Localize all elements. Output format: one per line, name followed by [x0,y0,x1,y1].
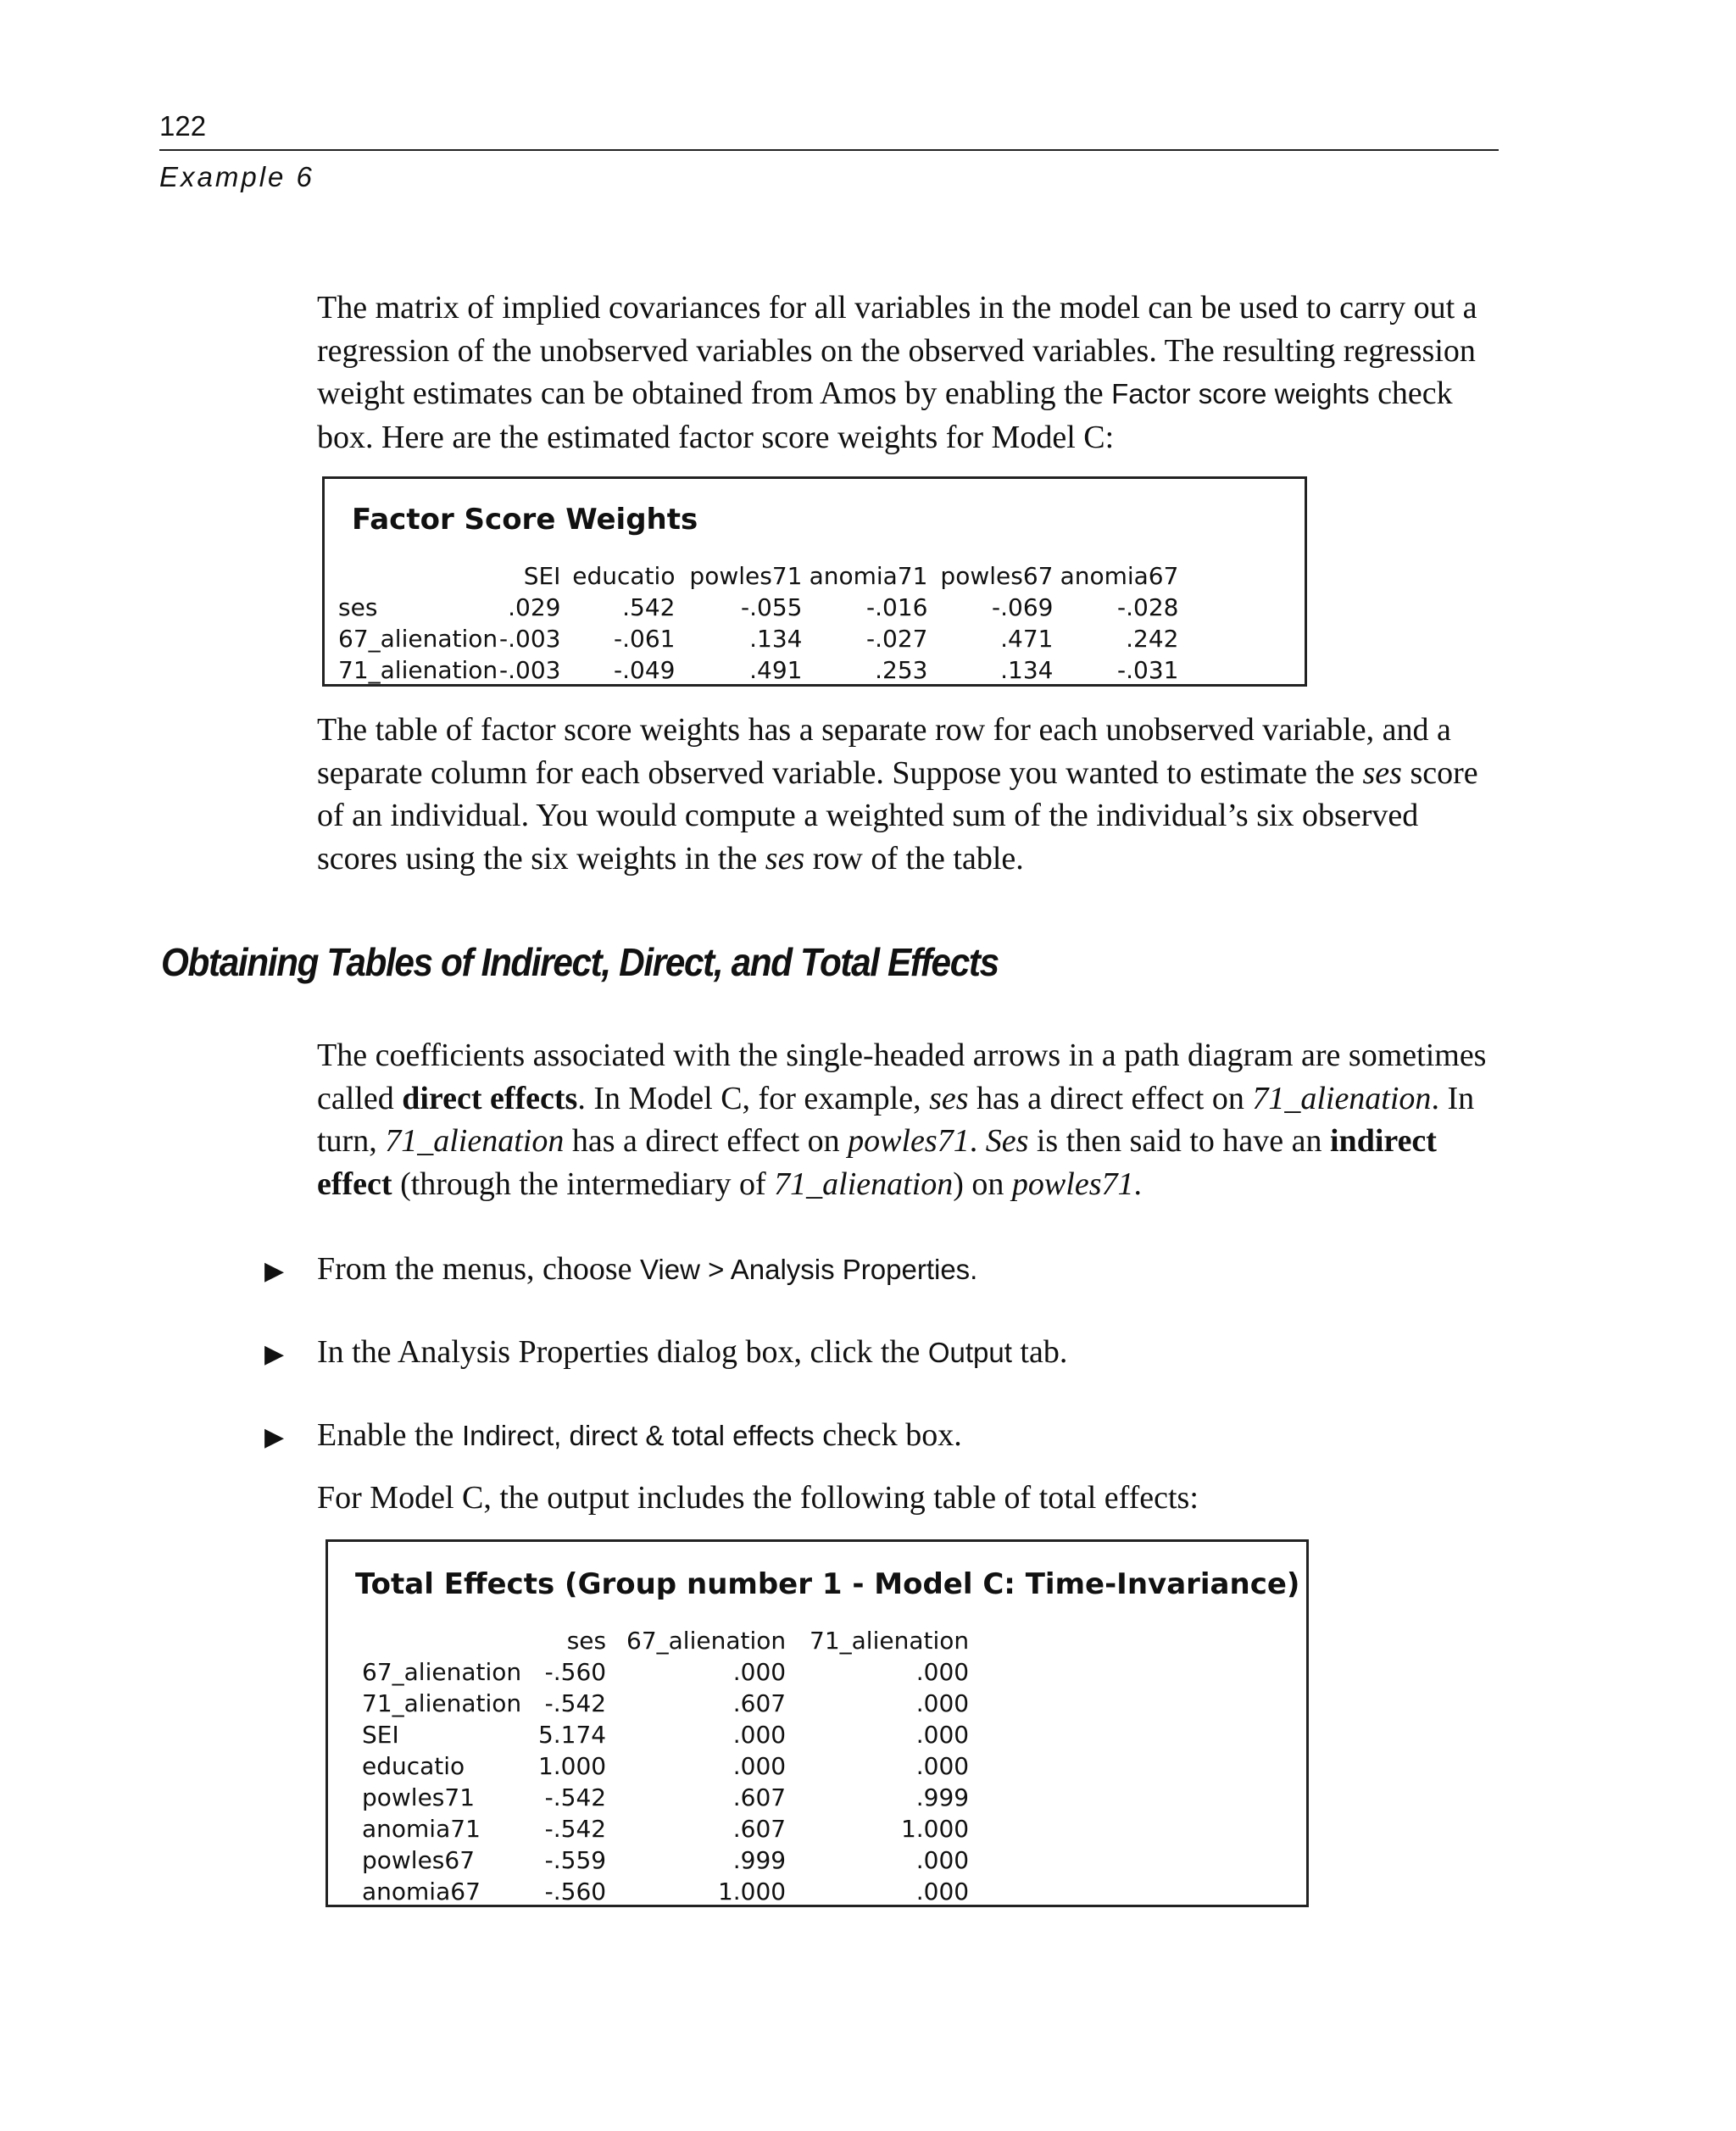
header-cell [338,560,499,592]
table-cell: .134 [1000,656,1054,684]
table-cell: -.542 [544,1815,607,1843]
running-head: Example 6 [159,161,314,192]
table-cell: .000 [732,1658,787,1686]
term-bold: direct effects [402,1080,578,1116]
ui-label-menu-path: View > Analysis Properties. [640,1254,978,1285]
bullet-arrow-icon: ▶ [264,1423,285,1451]
table-cell: -.016 [866,593,928,621]
row-label: powles71 [362,1783,476,1811]
table-cell: -.055 [741,593,803,621]
para-text: The coefficients associated with the single-headed arrows in a path diagram are sometimes called [317,1038,1487,1116]
variable-name: powles71 [848,1123,970,1159]
step-bullet-output-tab [264,1331,1502,1376]
step-text: In the Analysis Properties dialog box, click the [317,1334,928,1370]
table-row [338,623,1178,654]
table-cell: .542 [622,593,676,621]
ui-label-output-tab: Output [927,1337,1012,1368]
table-cell: .000 [915,1878,970,1906]
variable-name: 71_alienation [774,1166,954,1202]
table-cell: -.003 [499,625,561,653]
paragraph-direct-effects [317,1034,1504,1205]
para-text: . [1133,1166,1142,1202]
table-cell: .000 [732,1752,787,1780]
column-header: 71_alienation [810,1627,970,1655]
table-cell: .000 [915,1846,970,1874]
table-cell: -.031 [1117,656,1179,684]
table-cell: -.003 [499,656,561,684]
ui-label-factor-score-weights: Factor score weights [1111,378,1370,409]
total-effects-table [362,1625,969,1907]
table-cell: .999 [732,1846,787,1874]
table-cell: .607 [732,1815,787,1843]
column-header: powles71 [689,562,803,590]
table-row [362,1656,969,1688]
table-cell: .471 [1000,625,1054,653]
column-header: ses [566,1627,607,1655]
table-cell: .491 [749,656,803,684]
column-header: 67_alienation [626,1627,787,1655]
output-title: Total Effects (Group number 1 - Model C: Time-Invariance) [355,1567,1300,1601]
table-row [362,1719,969,1750]
para-text: is then said to have an [1028,1123,1330,1159]
bullet-arrow-icon: ▶ [264,1340,285,1368]
table-cell: -.560 [544,1658,607,1686]
table-cell: .607 [732,1689,787,1717]
row-label: powles67 [362,1846,476,1874]
bullet-arrow-icon: ▶ [264,1257,285,1285]
variable-name: powles71 [1011,1166,1134,1202]
para-text: . In Model C, for example, [577,1080,930,1116]
table-cell: 1.000 [717,1878,787,1906]
para-text: row of the table. [804,840,1024,876]
variable-name: Ses [985,1123,1029,1159]
header-cell [362,1625,521,1656]
paragraph-total-effects-intro: For Model C, the output includes the following table of total effects: [317,1480,1199,1516]
table-cell: -.559 [544,1846,607,1874]
step-bullet-choose-menu [264,1248,1502,1293]
column-header: SEI [523,562,561,590]
row-label: anomia71 [362,1815,481,1843]
table-row [362,1750,969,1782]
para-text: (through the intermediary of [392,1166,775,1202]
table-cell: -.027 [866,625,928,653]
table-cell: .000 [732,1721,787,1749]
table-cell: .000 [915,1752,970,1780]
variable-name: ses [1362,754,1402,791]
section-heading: Obtaining Tables of Indirect, Direct, and Total Effects [161,940,999,984]
table-cell: -.542 [544,1689,607,1717]
table-header-row [362,1625,969,1656]
table-cell: -.560 [544,1878,607,1906]
para-text: . [969,1123,986,1159]
table-cell: 1.000 [900,1815,970,1843]
table-row [362,1782,969,1813]
row-label: 67_alienation [338,625,498,653]
step-text: tab. [1011,1334,1068,1370]
table-row [362,1813,969,1844]
total-effects-output [326,1539,1309,1907]
step-text: From the menus, choose [317,1251,641,1287]
page-number: 122 [159,110,207,142]
table-cell: 5.174 [537,1721,607,1749]
factor-score-weights-output [322,476,1307,687]
para-text: The table of factor score weights has a separate row for each unobserved variable, and a separate column for each observed variable. Suppose you wanted to estimate the [317,712,1451,791]
step-bullet-enable-checkbox [264,1414,1502,1459]
table-cell: -.028 [1117,593,1179,621]
para-text: . In turn, [317,1080,1475,1159]
row-label: anomia67 [362,1878,481,1906]
variable-name: ses [765,840,805,876]
table-cell: .000 [915,1658,970,1686]
paragraph-intro [317,287,1504,459]
para-text: has a direct effect on [564,1123,849,1159]
row-label: 67_alienation [362,1658,522,1686]
row-label: ses [338,593,378,621]
column-header: educatio [572,562,676,590]
row-label: educatio [362,1752,465,1780]
para-text: The matrix of implied covariances for all variables in the model can be used to carry out a regression of the unobserved variables on the observed variables. The resulting regression weight estimates can be obtained from Amos by enabling the [317,290,1477,411]
table-row [362,1876,969,1907]
table-cell: -.049 [614,656,676,684]
table-header-row [338,560,1178,592]
table-cell: 1.000 [537,1752,607,1780]
column-header: anomia71 [809,562,928,590]
table-row [362,1844,969,1876]
para-text: ) on [953,1166,1012,1202]
output-title: Factor Score Weights [352,503,698,537]
variable-name: ses [929,1080,969,1116]
table-cell: .999 [915,1783,970,1811]
table-row [362,1688,969,1719]
column-header: anomia67 [1060,562,1179,590]
paragraph-factor-weights-explanation [317,709,1504,880]
table-cell: .253 [875,656,928,684]
para-text: check box. Here are the estimated factor score weights for Model C: [317,376,1453,455]
ui-label-effects-checkbox: Indirect, direct & total effects [461,1420,815,1451]
table-cell: .029 [508,593,561,621]
step-text: check box. [814,1417,962,1453]
table-cell: -.069 [992,593,1054,621]
table-cell: .242 [1126,625,1179,653]
para-text: score of an individual. You would compute a weighted sum of the individual’s six observed scores using the six weights in the [317,754,1478,876]
column-header: powles67 [940,562,1054,590]
table-row [338,654,1178,686]
table-cell: .134 [749,625,803,653]
table-cell: -.061 [614,625,676,653]
header-rule [159,149,1499,151]
row-label: 71_alienation [338,656,498,684]
table-cell: .607 [732,1783,787,1811]
step-text: Enable the [317,1417,462,1453]
factor-score-weights-table [338,560,1178,686]
table-row [338,592,1178,623]
table-cell: .000 [915,1721,970,1749]
table-cell: -.542 [544,1783,607,1811]
variable-name: 71_alienation [1252,1080,1432,1116]
term-bold: indirect effect [317,1123,1437,1202]
para-text: has a direct effect on [968,1080,1253,1116]
table-cell: .000 [915,1689,970,1717]
row-label: SEI [362,1721,399,1749]
variable-name: 71_alienation [385,1123,565,1159]
row-label: 71_alienation [362,1689,522,1717]
